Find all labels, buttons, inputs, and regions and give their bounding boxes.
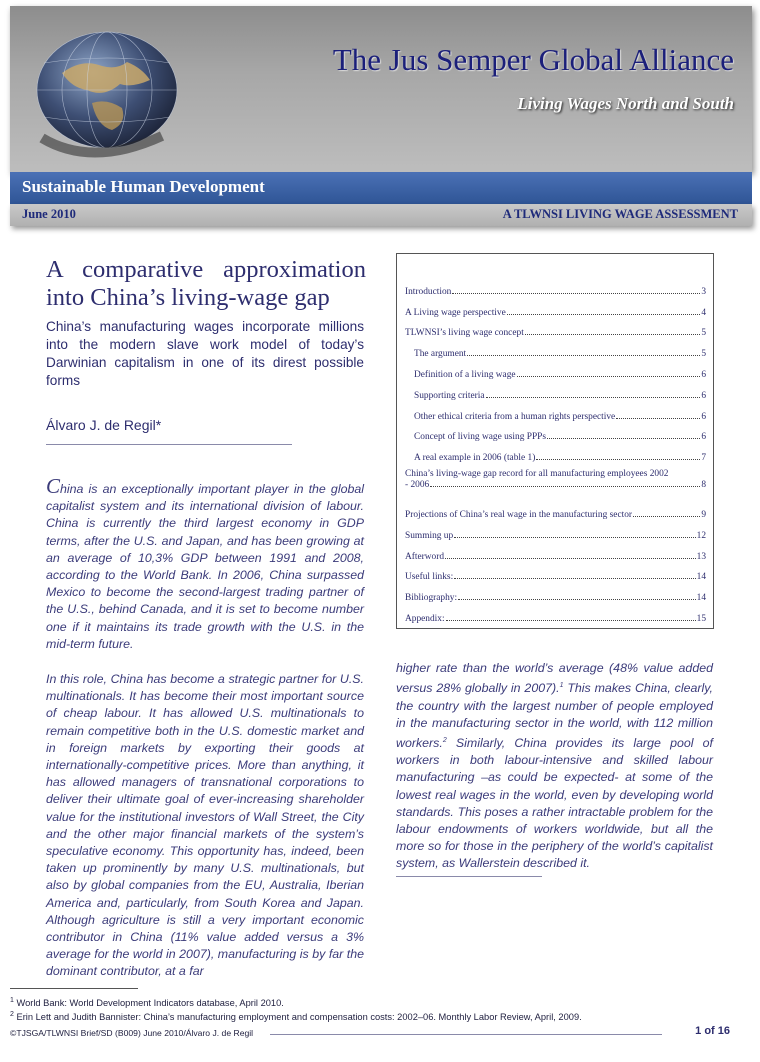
article-subtitle: China’s manufacturing wages incorporate millions into the modern slave work model of today’s Darwinian capitalism in one of its direst possible forms [46, 319, 364, 388]
date-bar [10, 204, 752, 226]
section-label: Sustainable Human Development [22, 177, 265, 196]
footer-credit: ©TJSGA/TLWNSI Brief/SD (B009) June 2010/Álvaro J. de Regil [10, 1028, 254, 1038]
author: Álvaro J. de Regil* [46, 417, 162, 433]
header-banner [10, 6, 752, 172]
section-bar [10, 172, 752, 204]
footnote-2-number: 2 [10, 1011, 14, 1018]
toc-entry-page: 5 [701, 328, 706, 339]
footnote-ref-1[interactable]: 1 [559, 682, 564, 690]
toc-leader [517, 376, 701, 377]
toc-leader [536, 459, 700, 460]
toc-entry[interactable] [405, 499, 706, 520]
toc-entry[interactable] [405, 442, 706, 463]
org-subtitle: Living Wages North and South [517, 94, 734, 113]
toc-leader [454, 578, 695, 579]
toc-leader [486, 397, 701, 398]
toc-entry-label: Afterword [405, 551, 445, 562]
toc-entry-label: Other ethical criteria from a human rights perspective [414, 411, 616, 422]
footnote-1 [10, 997, 284, 1008]
toc-entry-page: 6 [701, 369, 706, 380]
toc-entry[interactable] [405, 582, 706, 603]
toc-entry-label: Useful links: [405, 572, 454, 583]
footnote-1-number: 1 [10, 997, 14, 1004]
toc-entry[interactable] [405, 359, 706, 380]
toc-entry[interactable] [405, 520, 706, 541]
toc-entry-label: TLWNSI’s living wage concept [405, 328, 524, 339]
paragraph-1 [46, 474, 364, 653]
toc-entry-label: Concept of living wage using PPPs [414, 432, 547, 443]
toc-entry-label: A real example in 2006 (table 1) [414, 453, 536, 464]
toc-entry-page: 13 [696, 551, 706, 562]
toc-entry[interactable] [405, 562, 706, 583]
article-title: A comparative approximation into China’s living-wage gap [46, 256, 366, 311]
toc-entry-label: China’s living-wage gap record for all manufacturing employees 2002 [405, 469, 669, 480]
toc-entry-page: 14 [696, 593, 706, 604]
toc-leader [458, 599, 696, 600]
toc-entry[interactable] [405, 541, 706, 562]
table-of-contents [396, 253, 714, 629]
toc-entry[interactable] [405, 380, 706, 401]
toc-entry-page: 15 [696, 613, 706, 624]
paragraph-3-text-c: Similarly, China provides its large pool of workers in both labour-intensive and skilled labour manufacturing –as could be expected- at some of the lowest real wages in the world, even by developing world standards. This poses a rather intractable problem for the labour endowments of workers worldwide, but all the more so for those in the periphery of the world’s capitalist system, as Wallerstein described it. [396, 736, 713, 871]
toc-entry-page: 12 [696, 530, 706, 541]
org-title: The Jus Semper Global Alliance [332, 42, 734, 77]
toc-entry[interactable] [405, 338, 706, 359]
toc-entry-label: A Living wage perspective [405, 307, 506, 318]
page-number: 1 of 16 [695, 1025, 730, 1037]
toc-entry-label: Bibliography: [405, 593, 458, 604]
toc-entry-page: 7 [701, 453, 706, 464]
footnote-ref-2[interactable]: 2 [442, 736, 447, 744]
toc-entry-page: 9 [701, 509, 706, 520]
globe-icon [32, 18, 182, 168]
toc-leader [616, 418, 700, 419]
toc-entry[interactable] [405, 276, 706, 297]
toc-leader [430, 480, 700, 488]
toc-leader [507, 314, 701, 315]
toc-leader [452, 293, 700, 294]
toc-entry-page: 6 [701, 390, 706, 401]
paragraph-1-text: hina is an exceptionally important player in the global capitalist system and its international division of labour. China is currently the third largest economy in GDP terms, after the U.S. and Japan, and has been growing at an average of 10,3% GDP between 1991 and 2008, according to the World Bank. In 2006, China surpassed Mexico to become the second-largest trading partner of the U.S., behind Canada, and it is set to become number one if it maintains its trade growth with the U.S. in the mid-term future. [46, 482, 364, 651]
toc-entry[interactable] [405, 603, 706, 624]
toc-leader [547, 438, 700, 439]
toc-leader [446, 620, 696, 621]
toc-entry-label-cont: - 2006 [405, 479, 430, 490]
toc-leader [467, 355, 700, 356]
footnote-divider [10, 988, 138, 989]
paragraph-3-text-b: This makes China, clearly, the country with the largest number of people employed in the manufacturing sector in the world, with 112 million workers. [396, 681, 713, 751]
toc-entry[interactable] [405, 297, 706, 318]
toc-entry-page: 4 [701, 307, 706, 318]
issue-date: June 2010 [22, 207, 76, 221]
toc-entry-label: Supporting criteria [414, 390, 485, 401]
toc-entry-label: Definition of a living wage [414, 369, 516, 380]
paragraph-3-text-a: higher rate than the world’s average (48% value added versus 28% globally in 2007). [396, 661, 713, 696]
divider [46, 444, 292, 445]
toc-entry-page: 6 [701, 432, 706, 443]
series-label: A TLWNSI LIVING WAGE ASSESSMENT [502, 207, 738, 221]
toc-entry-page: 14 [696, 572, 706, 583]
toc-entry-page: 5 [701, 349, 706, 360]
paragraph-3 [396, 660, 713, 873]
divider [396, 876, 542, 877]
drop-cap: C [46, 474, 61, 498]
toc-entry[interactable] [405, 463, 706, 499]
footnote-2-text: Erin Lett and Judith Bannister: China’s manufacturing employment and compensation costs: 2002–06. Monthly Labor Review, April, 2009. [13, 1012, 582, 1023]
toc-entry[interactable] [405, 422, 706, 443]
toc-entry-label: Summing up [405, 530, 454, 541]
toc-leader [445, 558, 696, 559]
footnote-1-text: World Bank: World Development Indicators database, April 2010. [13, 998, 284, 1009]
footer-divider [270, 1034, 662, 1035]
toc-entry-label: Introduction [405, 286, 452, 297]
toc-leader [525, 334, 701, 335]
toc-entry-label: Appendix: [405, 613, 445, 624]
toc-entry-page: 6 [701, 411, 706, 422]
toc-entry-page: 3 [701, 286, 706, 297]
toc-leader [633, 516, 700, 517]
toc-entry-page: 8 [701, 479, 706, 490]
toc-entry[interactable] [405, 401, 706, 422]
footnote-2 [10, 1011, 582, 1022]
toc-leader [454, 537, 695, 538]
toc-entry-label: Projections of China’s real wage in the manufacturing sector [405, 509, 633, 520]
paragraph-2: In this role, China has become a strategic partner for U.S. multinationals. It has become their most important source of cheap labour. It has allowed U.S. multinationals to remain competitive both in the U.S. domestic market and in foreign markets by exporting their goods at internationally-competitive prices. More than anything, it has allowed managers of transnational corporations to deliver their ultimate goal of ever-increasing shareholder value for the institutional investors of Wall Street, the City and the other major financial markets of the system’s speculative economy. This opportunity has, indeed, been taken up prominently by many U.S. multinationals, but also by global companies from the EU, Australia, Iberian America and, particularly, from South Korea and Japan. Although agriculture is still a very important economic contributor in China (11% value added versus a 3% average for the world in 2007), manufacturing is by far the dominant contributor, at a far [46, 672, 364, 979]
toc-entry[interactable] [405, 318, 706, 339]
toc-entry-label: The argument [414, 349, 467, 360]
